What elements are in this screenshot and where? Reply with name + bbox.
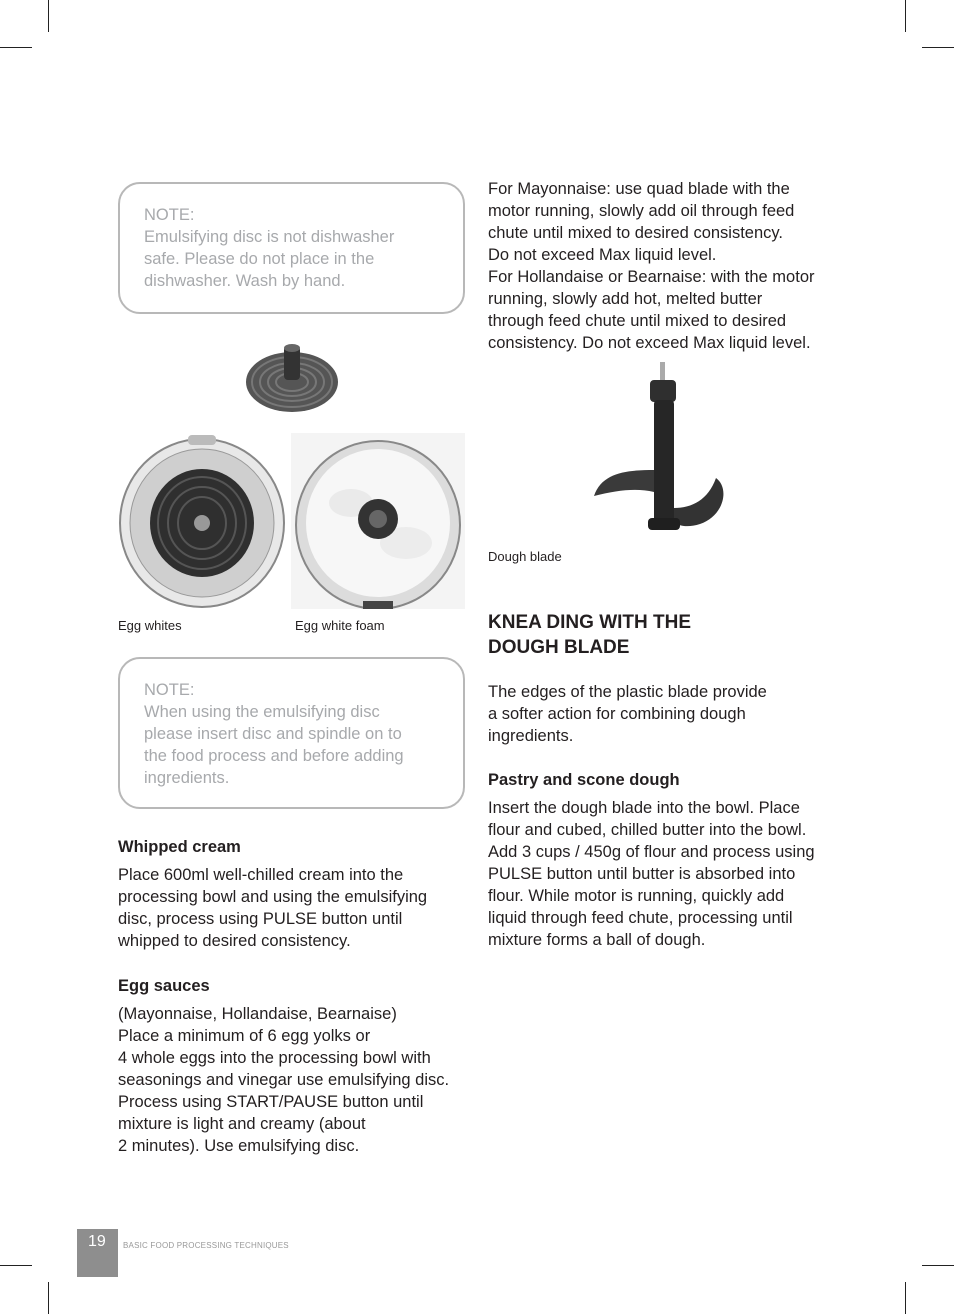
body-line: Place 600ml well-chilled cream into the <box>118 866 404 884</box>
body-line: 2 minutes). Use emulsifying disc. <box>118 1137 360 1155</box>
crop-mark <box>0 1265 32 1266</box>
body-line: Add 3 cups / 450g of flour and process using <box>488 843 815 861</box>
egg-whites-image <box>118 433 286 609</box>
caption-dough-blade: Dough blade <box>488 549 562 564</box>
emulsifying-disc-image <box>244 342 340 414</box>
note-title: NOTE: <box>144 681 195 699</box>
body-line: seasonings and vinegar use emulsifying disc. <box>118 1071 450 1089</box>
dough-blade-image <box>588 360 730 540</box>
body-line: through feed chute until mixed to desired <box>488 312 787 330</box>
crop-mark <box>922 47 954 48</box>
body-line: consistency. Do not exceed Max liquid level. <box>488 334 811 352</box>
page-number: 19 <box>88 1233 106 1250</box>
egg-sauces-section <box>118 975 468 1157</box>
body-line: 4 whole eggs into the processing bowl with <box>118 1049 431 1067</box>
body-line: running, slowly add hot, melted butter <box>488 290 763 308</box>
body-line: a softer action for combining dough <box>488 705 746 723</box>
body-line: whipped to desired consistency. <box>118 932 351 950</box>
body-line: flour and cubed, chilled butter into the bowl. <box>488 821 807 839</box>
crop-mark <box>48 1282 49 1314</box>
body-line: Do not exceed Max liquid level. <box>488 246 717 264</box>
body-line: ingredients. <box>488 727 574 745</box>
body-line: PULSE button until butter is absorbed into <box>488 865 796 883</box>
caption-egg-white-foam: Egg white foam <box>295 618 385 633</box>
note-line: When using the emulsifying disc <box>144 703 380 721</box>
pastry-heading: Pastry and scone dough <box>488 771 680 789</box>
whipped-cream-heading: Whipped cream <box>118 838 241 856</box>
note-line: Emulsifying disc is not dishwasher <box>144 228 395 246</box>
body-line: motor running, slowly add oil through feed <box>488 202 795 220</box>
crop-mark <box>905 0 906 32</box>
note-line: ingredients. <box>144 769 230 787</box>
note-line: the food process and before adding <box>144 747 404 765</box>
caption-egg-whites: Egg whites <box>118 618 182 633</box>
crop-mark <box>922 1265 954 1266</box>
body-line: flour. While motor is running, quickly add <box>488 887 785 905</box>
note-line: please insert disc and spindle on to <box>144 725 402 743</box>
body-line: For Hollandaise or Bearnaise: with the motor <box>488 268 815 286</box>
body-line: Process using START/PAUSE button until <box>118 1093 424 1111</box>
body-line: mixture forms a ball of dough. <box>488 931 706 949</box>
body-line: Insert the dough blade into the bowl. Place <box>488 799 800 817</box>
mayonnaise-section <box>488 178 838 354</box>
body-line: chute until mixed to desired consistency. <box>488 224 784 242</box>
crop-mark <box>0 47 32 48</box>
note-insert-disc <box>118 657 465 809</box>
note-line: safe. Please do not place in the <box>144 250 375 268</box>
section-label: BASIC FOOD PROCESSING TECHNIQUES <box>123 1241 289 1250</box>
egg-white-foam-image <box>291 433 465 609</box>
whipped-cream-section <box>118 836 468 952</box>
body-line: liquid through feed chute, processing until <box>488 909 793 927</box>
body-line: The edges of the plastic blade provide <box>488 683 767 701</box>
kneading-heading-line: KNEA DING WITH THE <box>488 612 692 633</box>
note-dishwasher <box>118 182 465 314</box>
body-line: mixture is light and creamy (about <box>118 1115 366 1133</box>
kneading-intro <box>488 681 838 747</box>
crop-mark <box>905 1282 906 1314</box>
crop-mark <box>48 0 49 32</box>
body-line: processing bowl and using the emulsifying <box>118 888 428 906</box>
body-line: (Mayonnaise, Hollandaise, Bearnaise) <box>118 1005 397 1023</box>
note-title: NOTE: <box>144 206 195 224</box>
pastry-section <box>488 769 838 951</box>
body-line: Place a minimum of 6 egg yolks or <box>118 1027 371 1045</box>
kneading-heading <box>488 610 691 660</box>
egg-sauces-heading: Egg sauces <box>118 977 210 995</box>
kneading-heading-line: DOUGH BLADE <box>488 637 630 658</box>
note-line: dishwasher. Wash by hand. <box>144 272 346 290</box>
body-line: disc, process using PULSE button until <box>118 910 403 928</box>
body-line: For Mayonnaise: use quad blade with the <box>488 180 790 198</box>
